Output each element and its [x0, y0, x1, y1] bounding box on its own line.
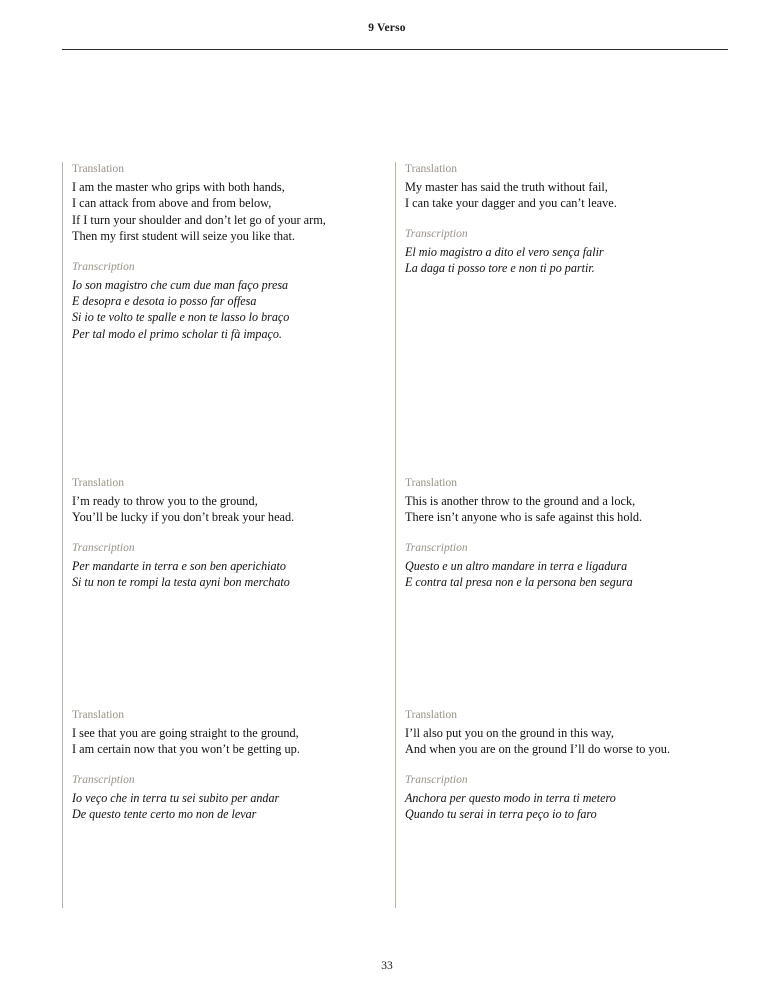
- page-header: 9 Verso: [368, 22, 406, 34]
- header-divider: [62, 49, 728, 50]
- transcription-line: Io veço che in terra tu sei subito per andar: [72, 790, 280, 805]
- translation-line: I see that you are going straight to the ground,: [72, 726, 299, 740]
- translation-label: Translation: [72, 163, 124, 175]
- translation-line: I’ll also put you on the ground in this way,: [405, 726, 614, 740]
- transcription-text: [72, 790, 395, 823]
- entry-row: [62, 708, 728, 908]
- transcription-line: Per mandarte in terra e son ben aperichiato: [72, 558, 286, 573]
- transcription-line: Quando tu serai in terra peço io to faro: [405, 807, 597, 822]
- translation-label: Translation: [72, 709, 124, 721]
- transcription-line: E desopra e desota io posso far offesa: [72, 294, 257, 309]
- transcription-text: [405, 558, 728, 591]
- transcription-line: Per tal modo el primo scholar ti fà impaço.: [72, 326, 282, 341]
- entry-cell-5: [395, 708, 728, 908]
- translation-text: [72, 493, 395, 526]
- translation-line: I’m ready to throw you to the ground,: [72, 494, 258, 508]
- transcription-line: Questo e un altro mandare in terra e ligadura: [405, 558, 628, 573]
- transcription-label: Transcription: [405, 227, 468, 240]
- transcription-label: Transcription: [405, 541, 468, 554]
- translation-line: I am the master who grips with both hands,: [72, 180, 285, 194]
- translation-line: Then my first student will seize you like that.: [72, 229, 296, 244]
- translation-label: Translation: [72, 477, 124, 489]
- transcription-text: [405, 790, 728, 823]
- block-spacer: [72, 245, 395, 260]
- translation-line: There isn’t anyone who is safe against this hold.: [405, 510, 643, 525]
- transcription-line: Anchora per questo modo in terra ti metero: [405, 790, 616, 805]
- translation-line: I am certain now that you won’t be getting up.: [72, 742, 300, 757]
- transcription-line: E contra tal presa non e la persona ben segura: [405, 575, 633, 590]
- translation-line: If I turn your shoulder and don’t let go of your arm,: [72, 212, 326, 227]
- entry-cell-4: [62, 708, 395, 908]
- transcription-label: Transcription: [72, 260, 135, 273]
- transcription-label: Transcription: [72, 773, 135, 786]
- translation-text: [72, 179, 395, 245]
- entry-cell-0: [62, 162, 395, 476]
- entry-grid: [62, 162, 728, 908]
- translation-label: Translation: [405, 163, 457, 175]
- translation-line: I can attack from above and from below,: [72, 196, 272, 211]
- translation-text: [72, 725, 395, 758]
- block-spacer: [72, 758, 395, 773]
- translation-line: My master has said the truth without fail,: [405, 180, 608, 194]
- block-spacer: [72, 526, 395, 541]
- translation-label: Translation: [405, 477, 457, 489]
- transcription-line: Si tu non te rompi la testa ayni bon merchato: [72, 575, 290, 590]
- block-spacer: [405, 758, 728, 773]
- transcription-line: Si io te volto te spalle e non te lasso lo braço: [72, 310, 290, 325]
- entry-cell-3: [395, 476, 728, 708]
- translation-line: I can take your dagger and you can’t leave.: [405, 196, 617, 211]
- translation-text: [405, 493, 728, 526]
- translation-label: Translation: [405, 709, 457, 721]
- block-spacer: [405, 526, 728, 541]
- page-number: 33: [381, 960, 393, 972]
- transcription-line: Io son magistro che cum due man faço presa: [72, 277, 289, 292]
- transcription-line: La daga ti posso tore e non ti po partir.: [405, 261, 595, 276]
- transcription-text: [405, 244, 728, 277]
- transcription-label: Transcription: [405, 773, 468, 786]
- entry-row: [62, 476, 728, 708]
- translation-text: [405, 725, 728, 758]
- transcription-line: De questo tente certo mo non de levar: [72, 807, 257, 822]
- entry-cell-1: [395, 162, 728, 476]
- transcription-line: El mio magistro a dito el vero sença falir: [405, 244, 604, 259]
- entry-cell-2: [62, 476, 395, 708]
- entry-row: [62, 162, 728, 476]
- translation-line: And when you are on the ground I’ll do worse to you.: [405, 742, 671, 757]
- transcription-label: Transcription: [72, 541, 135, 554]
- block-spacer: [405, 212, 728, 227]
- transcription-text: [72, 277, 395, 343]
- transcription-text: [72, 558, 395, 591]
- translation-line: You’ll be lucky if you don’t break your head.: [72, 510, 295, 525]
- translation-text: [405, 179, 728, 212]
- translation-line: This is another throw to the ground and a lock,: [405, 494, 636, 508]
